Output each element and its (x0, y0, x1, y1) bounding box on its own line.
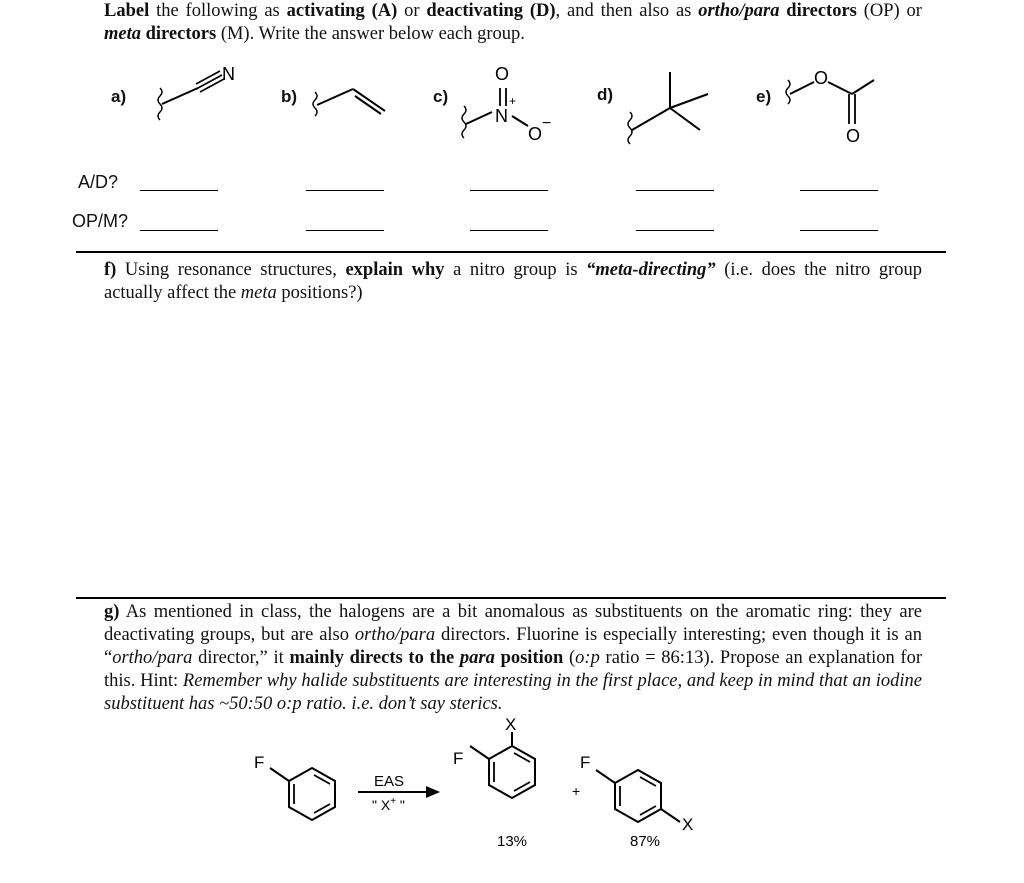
group-a-label: a) (111, 87, 127, 106)
atom-o-top: O (495, 64, 510, 84)
reaction-arrow (358, 773, 440, 813)
atom-f: F (580, 753, 591, 772)
ad-blank-d[interactable] (636, 190, 714, 191)
ad-row-label: A/D? (78, 172, 119, 192)
atom-o-bottom: O (528, 124, 543, 144)
atom-x: X (505, 715, 517, 734)
group-d-label: d) (597, 85, 614, 104)
ortho-product (453, 715, 535, 850)
para-yield: 87% (630, 833, 661, 850)
reaction-scheme (240, 715, 720, 858)
fluorobenzene-reactant (254, 753, 335, 820)
electrophile-reagent: " X+ " (372, 796, 405, 813)
atom-n: N (222, 64, 235, 84)
group-c-label: c) (433, 87, 449, 106)
group-b-label: b) (281, 87, 298, 106)
ad-blank-a[interactable] (140, 190, 218, 191)
atom-f: F (254, 753, 265, 772)
opm-row-label: OP/M? (72, 211, 129, 231)
nitro-group-structure (452, 60, 572, 150)
opm-blank-c[interactable] (470, 230, 548, 231)
tert-butyl-group-structure (620, 68, 730, 153)
ad-blank-c[interactable] (470, 190, 548, 191)
question-g-text: g) As mentioned in class, the halogens are a bit anomalous as substituents on the aromatic ring: they are deactivating groups, but are also ortho/para directors. Fluorine is especially interesting; even though it is an “ortho/para director,” it mainly directs to the para position (o:p ratio = 86:13). Propose an explanation for this. Hint: Remember why halide substituents are interesting in the first place, and keep in mind that an iodine substituent has ~50:50 o:p ratio. i.e. don’t say sterics. (104, 602, 922, 714)
group-e-label: e) (756, 87, 772, 106)
opm-blank-a[interactable] (140, 230, 218, 231)
ortho-yield: 13% (497, 833, 528, 850)
acetoxy-group-structure (776, 62, 896, 152)
plus-charge: + (509, 94, 517, 108)
answer-area-f[interactable] (104, 310, 922, 590)
opm-blank-b[interactable] (306, 230, 384, 231)
plus-sign: + (572, 783, 581, 799)
section-divider-f (76, 251, 946, 253)
minus-charge: − (542, 115, 552, 132)
para-product (580, 753, 693, 850)
eas-label: EAS (374, 773, 405, 790)
atom-f: F (453, 749, 464, 768)
ad-blank-b[interactable] (306, 190, 384, 191)
section-divider-g (76, 597, 946, 599)
ad-blank-e[interactable] (800, 190, 878, 191)
atom-n: N (495, 106, 508, 126)
atom-o-ether: O (814, 68, 829, 88)
question-f-text: f) Using resonance structures, explain why a nitro group is “meta-directing” (i.e. does the nitro group actually affect the meta positions?) (104, 260, 923, 303)
vinyl-group-structure (305, 80, 395, 130)
atom-o-carbonyl: O (846, 126, 861, 146)
instructions-text: Label the following as activating (A) or deactivating (D), and then also as ortho/para directors (OP) or meta directors (M). Write the answer below each group. (104, 1, 922, 44)
nitrile-group-structure (140, 58, 250, 128)
atom-x: X (682, 815, 694, 834)
opm-blank-d[interactable] (636, 230, 714, 231)
opm-blank-e[interactable] (800, 230, 878, 231)
